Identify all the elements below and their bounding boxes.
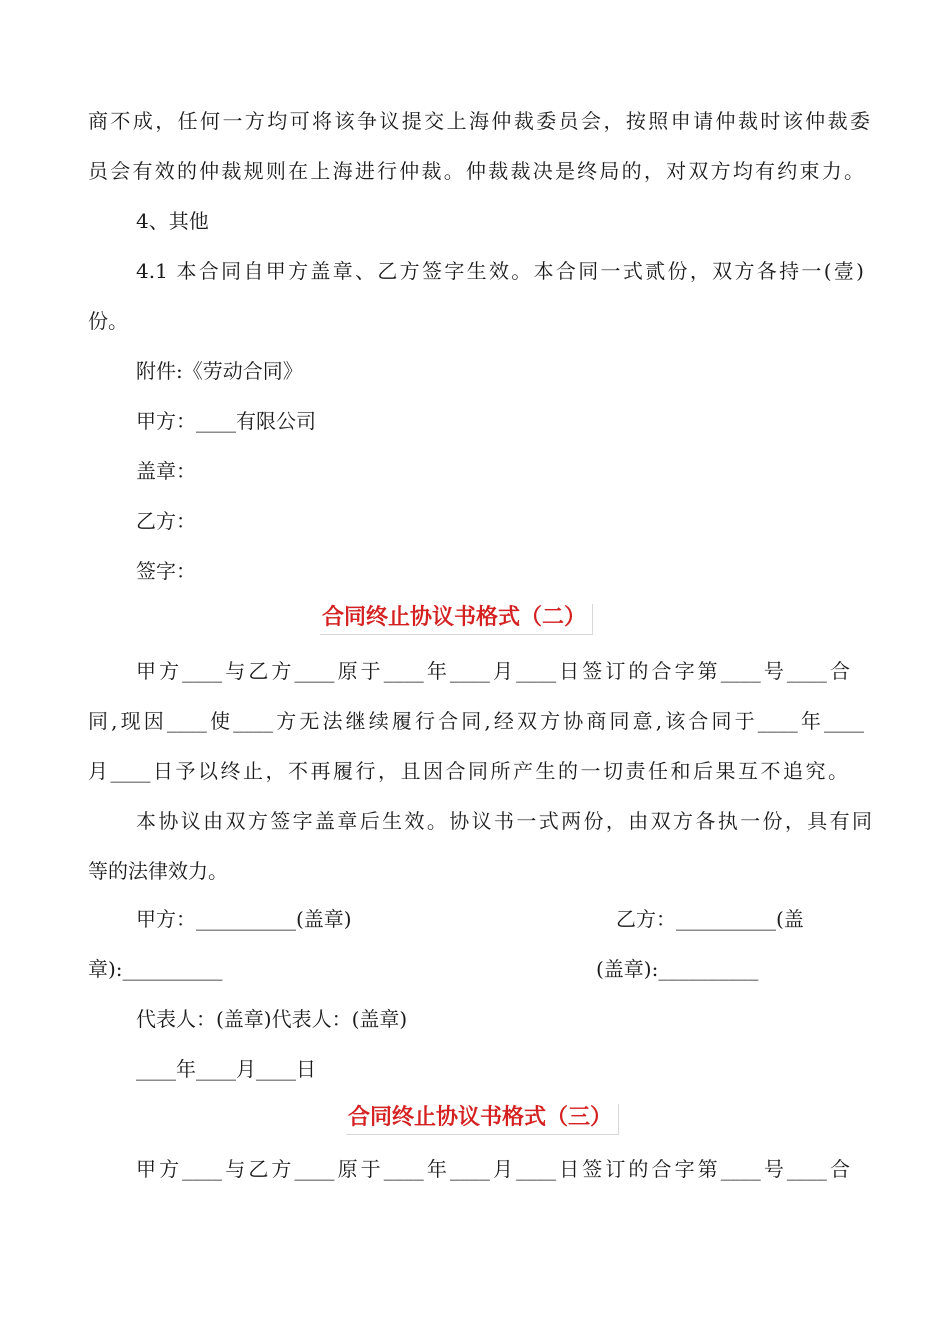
- text-line: [0, 808, 950, 834]
- text-line: [0, 508, 950, 534]
- text-line: [0, 458, 950, 484]
- text-line-content: 甲方：__________(盖章): [136, 907, 352, 931]
- text-line-content: 甲方：____有限公司: [136, 409, 316, 433]
- text-line-content: 甲方____与乙方____原于____年____月____日签订的合字第____号____合: [136, 1157, 850, 1181]
- text-line-content: 乙方：: [136, 509, 196, 533]
- text-line-content: 章):__________: [88, 957, 223, 981]
- text-line: [0, 758, 950, 784]
- section-title: 合同终止协议书格式（三）: [346, 1104, 619, 1135]
- text-line-content: 代表人：(盖章)代表人：(盖章): [136, 1007, 408, 1031]
- text-line-content: 4、其他: [136, 209, 209, 233]
- text-line-content: 等的法律效力。: [88, 859, 228, 883]
- text-line-content: 月____日予以终止，不再履行，且因合同所产生的一切责任和后果互不追究。: [88, 759, 848, 783]
- text-line: [0, 308, 950, 334]
- text-line-content: 本协议由双方签字盖章后生效。协议书一式两份，由双方各执一份，具有同: [136, 809, 872, 833]
- text-line-content: ____年____月____日: [136, 1057, 316, 1081]
- text-line-content: 盖章：: [136, 459, 196, 483]
- text-line: [0, 1056, 950, 1082]
- text-line: [0, 358, 950, 384]
- text-line: [0, 906, 950, 932]
- text-line: [0, 1156, 950, 1182]
- text-line-content: 商不成，任何一方均可将该争议提交上海仲裁委员会，按照申请仲裁时该仲裁委: [88, 109, 870, 133]
- text-line-content: (盖章):__________: [596, 957, 759, 981]
- text-line: [0, 858, 950, 884]
- text-line-content: 员会有效的仲裁规则在上海进行仲裁。仲裁裁决是终局的，对双方均有约束力。: [88, 159, 864, 183]
- text-line-content: 附件:《劳动合同》: [136, 359, 303, 383]
- text-line: [0, 558, 950, 584]
- text-line: [0, 158, 950, 184]
- text-line-content: 同,现因____使____方无法继续履行合同,经双方协商同意,该合同于____年____: [88, 709, 864, 733]
- text-line-content: 乙方：__________(盖: [616, 907, 804, 931]
- text-line: [0, 708, 950, 734]
- text-line: [0, 1006, 950, 1032]
- text-line: [0, 108, 950, 134]
- section-title: 合同终止协议书格式（二）: [320, 604, 593, 635]
- text-line: [0, 208, 950, 234]
- text-line-content: 4.1 本合同自甲方盖章、乙方签字生效。本合同一式贰份，双方各持一(壹): [136, 259, 864, 283]
- text-line-content: 甲方____与乙方____原于____年____月____日签订的合字第____号____合: [136, 659, 850, 683]
- text-line: [0, 956, 950, 982]
- text-line: [0, 258, 950, 284]
- text-line-content: 份。: [88, 309, 128, 333]
- text-line-content: 签字：: [136, 559, 196, 583]
- text-line: [0, 408, 950, 434]
- text-line: [0, 658, 950, 684]
